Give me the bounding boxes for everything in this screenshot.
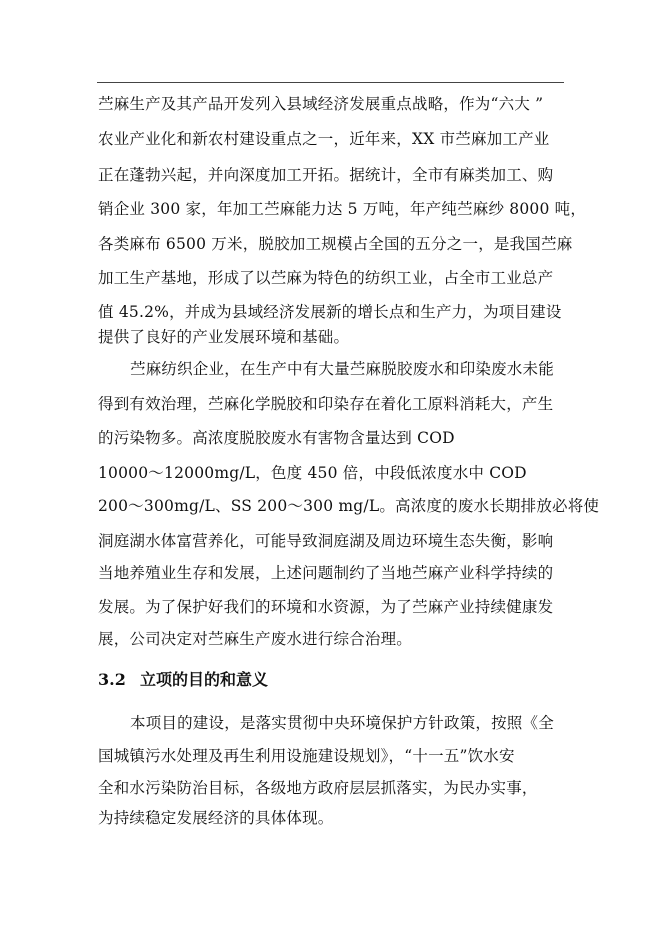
text-line: 正在蓬勃兴起，并向深度加工开拓。据统计，全市有麻类加工、购	[98, 166, 554, 184]
text-line: 为持续稳定发展经济的具体体现。	[98, 809, 334, 827]
text-line: 洞庭湖水体富营养化，可能导致洞庭湖及周边环境生态失衡，影响	[98, 532, 554, 550]
text-line: 农业产业化和新农村建设重点之一，近年来，XX 市苎麻加工产业	[98, 130, 550, 148]
text-line: 各类麻布 6500 万米，脱胶加工规模占全国的五分之一，是我国苎麻	[98, 235, 573, 253]
text-line: 加工生产基地，形成了以苎麻为特色的纺织工业，占全市工业总产	[98, 269, 554, 287]
text-line: 全和水污染防治目标，各级地方政府层层抓落实，为民办实事，	[98, 779, 538, 797]
text-line: 苎麻生产及其产品开发列入县域经济发展重点战略，作为“六大 ”	[98, 95, 544, 113]
text-line: 苎麻纺织企业，在生产中有大量苎麻脱胶废水和印染废水未能	[130, 360, 554, 378]
text-line: 200～300mg/L、SS 200～300 mg/L。高浓度的废水长期排放必将使	[98, 497, 600, 515]
text-line: 提供了良好的产业发展环境和基础。	[98, 328, 350, 346]
text-line: 值 45.2%，并成为县域经济发展新的增长点和生产力，为项目建设	[98, 303, 562, 321]
text-line: 国城镇污水处理及再生利用设施建设规划》，“十一五”饮水安	[98, 747, 515, 765]
text-line: 当地养殖业生存和发展，上述问题制约了当地苎麻产业科学持续的	[98, 564, 554, 582]
text-line: 得到有效治理，苎麻化学脱胶和印染存在着化工原料消耗大，产生	[98, 395, 554, 413]
text-line: 的污染物多。高浓度脱胶废水有害物含量达到 COD	[98, 429, 455, 447]
text-line: 展，公司决定对苎麻生产废水进行综合治理。	[98, 630, 413, 648]
text-line: 10000～12000mg/L，色度 450 倍，中段低浓度水中 COD	[98, 464, 527, 482]
text-line: 销企业 300 家，年加工苎麻能力达 5 万吨，年产纯苎麻纱 8000 吨，	[98, 200, 587, 218]
section-number: 3.2	[98, 670, 126, 689]
section-title: 立项的目的和意义	[140, 670, 269, 689]
text-line: 发展。为了保护好我们的环境和水资源，为了苎麻产业持续健康发	[98, 598, 554, 616]
text-line: 本项目的建设，是落实贯彻中央环境保护方针政策，按照《全	[130, 714, 554, 732]
section-heading	[98, 670, 268, 690]
header-rule	[97, 82, 564, 83]
